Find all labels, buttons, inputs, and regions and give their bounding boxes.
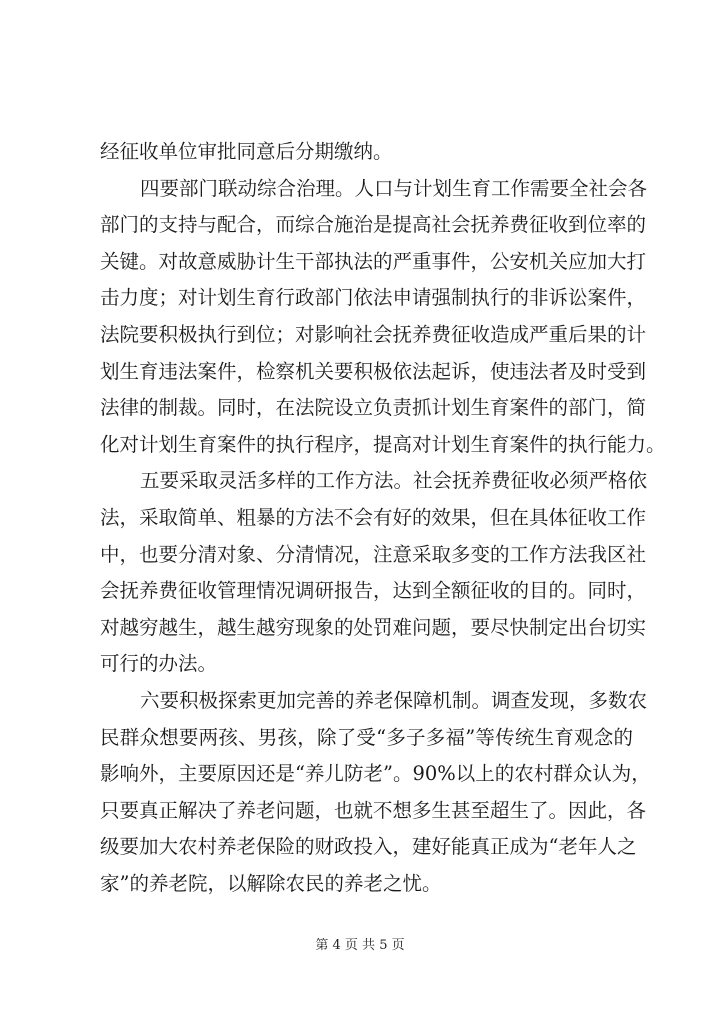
paragraph-line: 四要部门联动综合治理。人口与计划生育工作需要全社会各 <box>140 176 648 200</box>
paragraph-line: 级要加大农村养老保险的财政投入，建好能真正成为“老年人之 <box>100 835 637 859</box>
paragraph-line: 法律的制裁。同时，在法院设立负责抓计划生育案件的部门，简 <box>100 396 647 420</box>
paragraph-line: 对越穷越生，越生越穷现象的处罚难问题，要尽快制定出台切实 <box>100 615 647 639</box>
paragraph-line: 会抚养费征收管理情况调研报告，达到全额征收的目的。同时， <box>100 579 647 603</box>
paragraph-line: 影响外，主要原因还是“养儿防老”。90%以上的农村群众认为， <box>100 762 651 786</box>
paragraph-line: 经征收单位审批同意后分期缴纳。 <box>100 140 393 163</box>
paragraph-line: 中，也要分清对象、分清情况，注意采取多变的工作方法我区社 <box>100 542 647 566</box>
paragraph-line: 划生育违法案件，检察机关要积极依法起诉，使违法者及时受到 <box>100 359 647 383</box>
paragraph-line: 部门的支持与配合，而综合施治是提高社会抚养费征收到位率的 <box>100 213 647 237</box>
paragraph-line: 家”的养老院，以解除农民的养老之忧。 <box>100 871 442 895</box>
paragraph-line: 五要采取灵活多样的工作方法。社会抚养费征收必须严格依 <box>140 469 648 493</box>
paragraph-line: 民群众想要两孩、男孩，除了受“多子多福”等传统生育观念的 <box>100 725 633 749</box>
paragraph-line: 法，采取简单、粗暴的方法不会有好的效果，但在具体征收工作 <box>100 505 647 529</box>
paragraph-line: 关键。对故意威胁计生干部执法的严重事件，公安机关应加大打 <box>100 249 647 273</box>
paragraph-line: 可行的办法。 <box>100 652 218 676</box>
paragraph-line: 六要积极探索更加完善的养老保障机制。调查发现，多数农 <box>140 688 648 712</box>
paragraph-line: 法院要积极执行到位；对影响社会抚养费征收造成严重后果的计 <box>100 322 647 346</box>
paragraph-line: 击力度；对计划生育行政部门依法申请强制执行的非诉讼案件， <box>100 286 647 310</box>
page-footer: 第 4 页 共 5 页 <box>315 938 405 953</box>
paragraph-line: 只要真正解决了养老问题，也就不想多生甚至超生了。因此，各 <box>100 798 647 822</box>
paragraph-line: 化对计划生育案件的执行程序，提高对计划生育案件的执行能力。 <box>100 432 666 456</box>
document-body <box>100 139 666 907</box>
